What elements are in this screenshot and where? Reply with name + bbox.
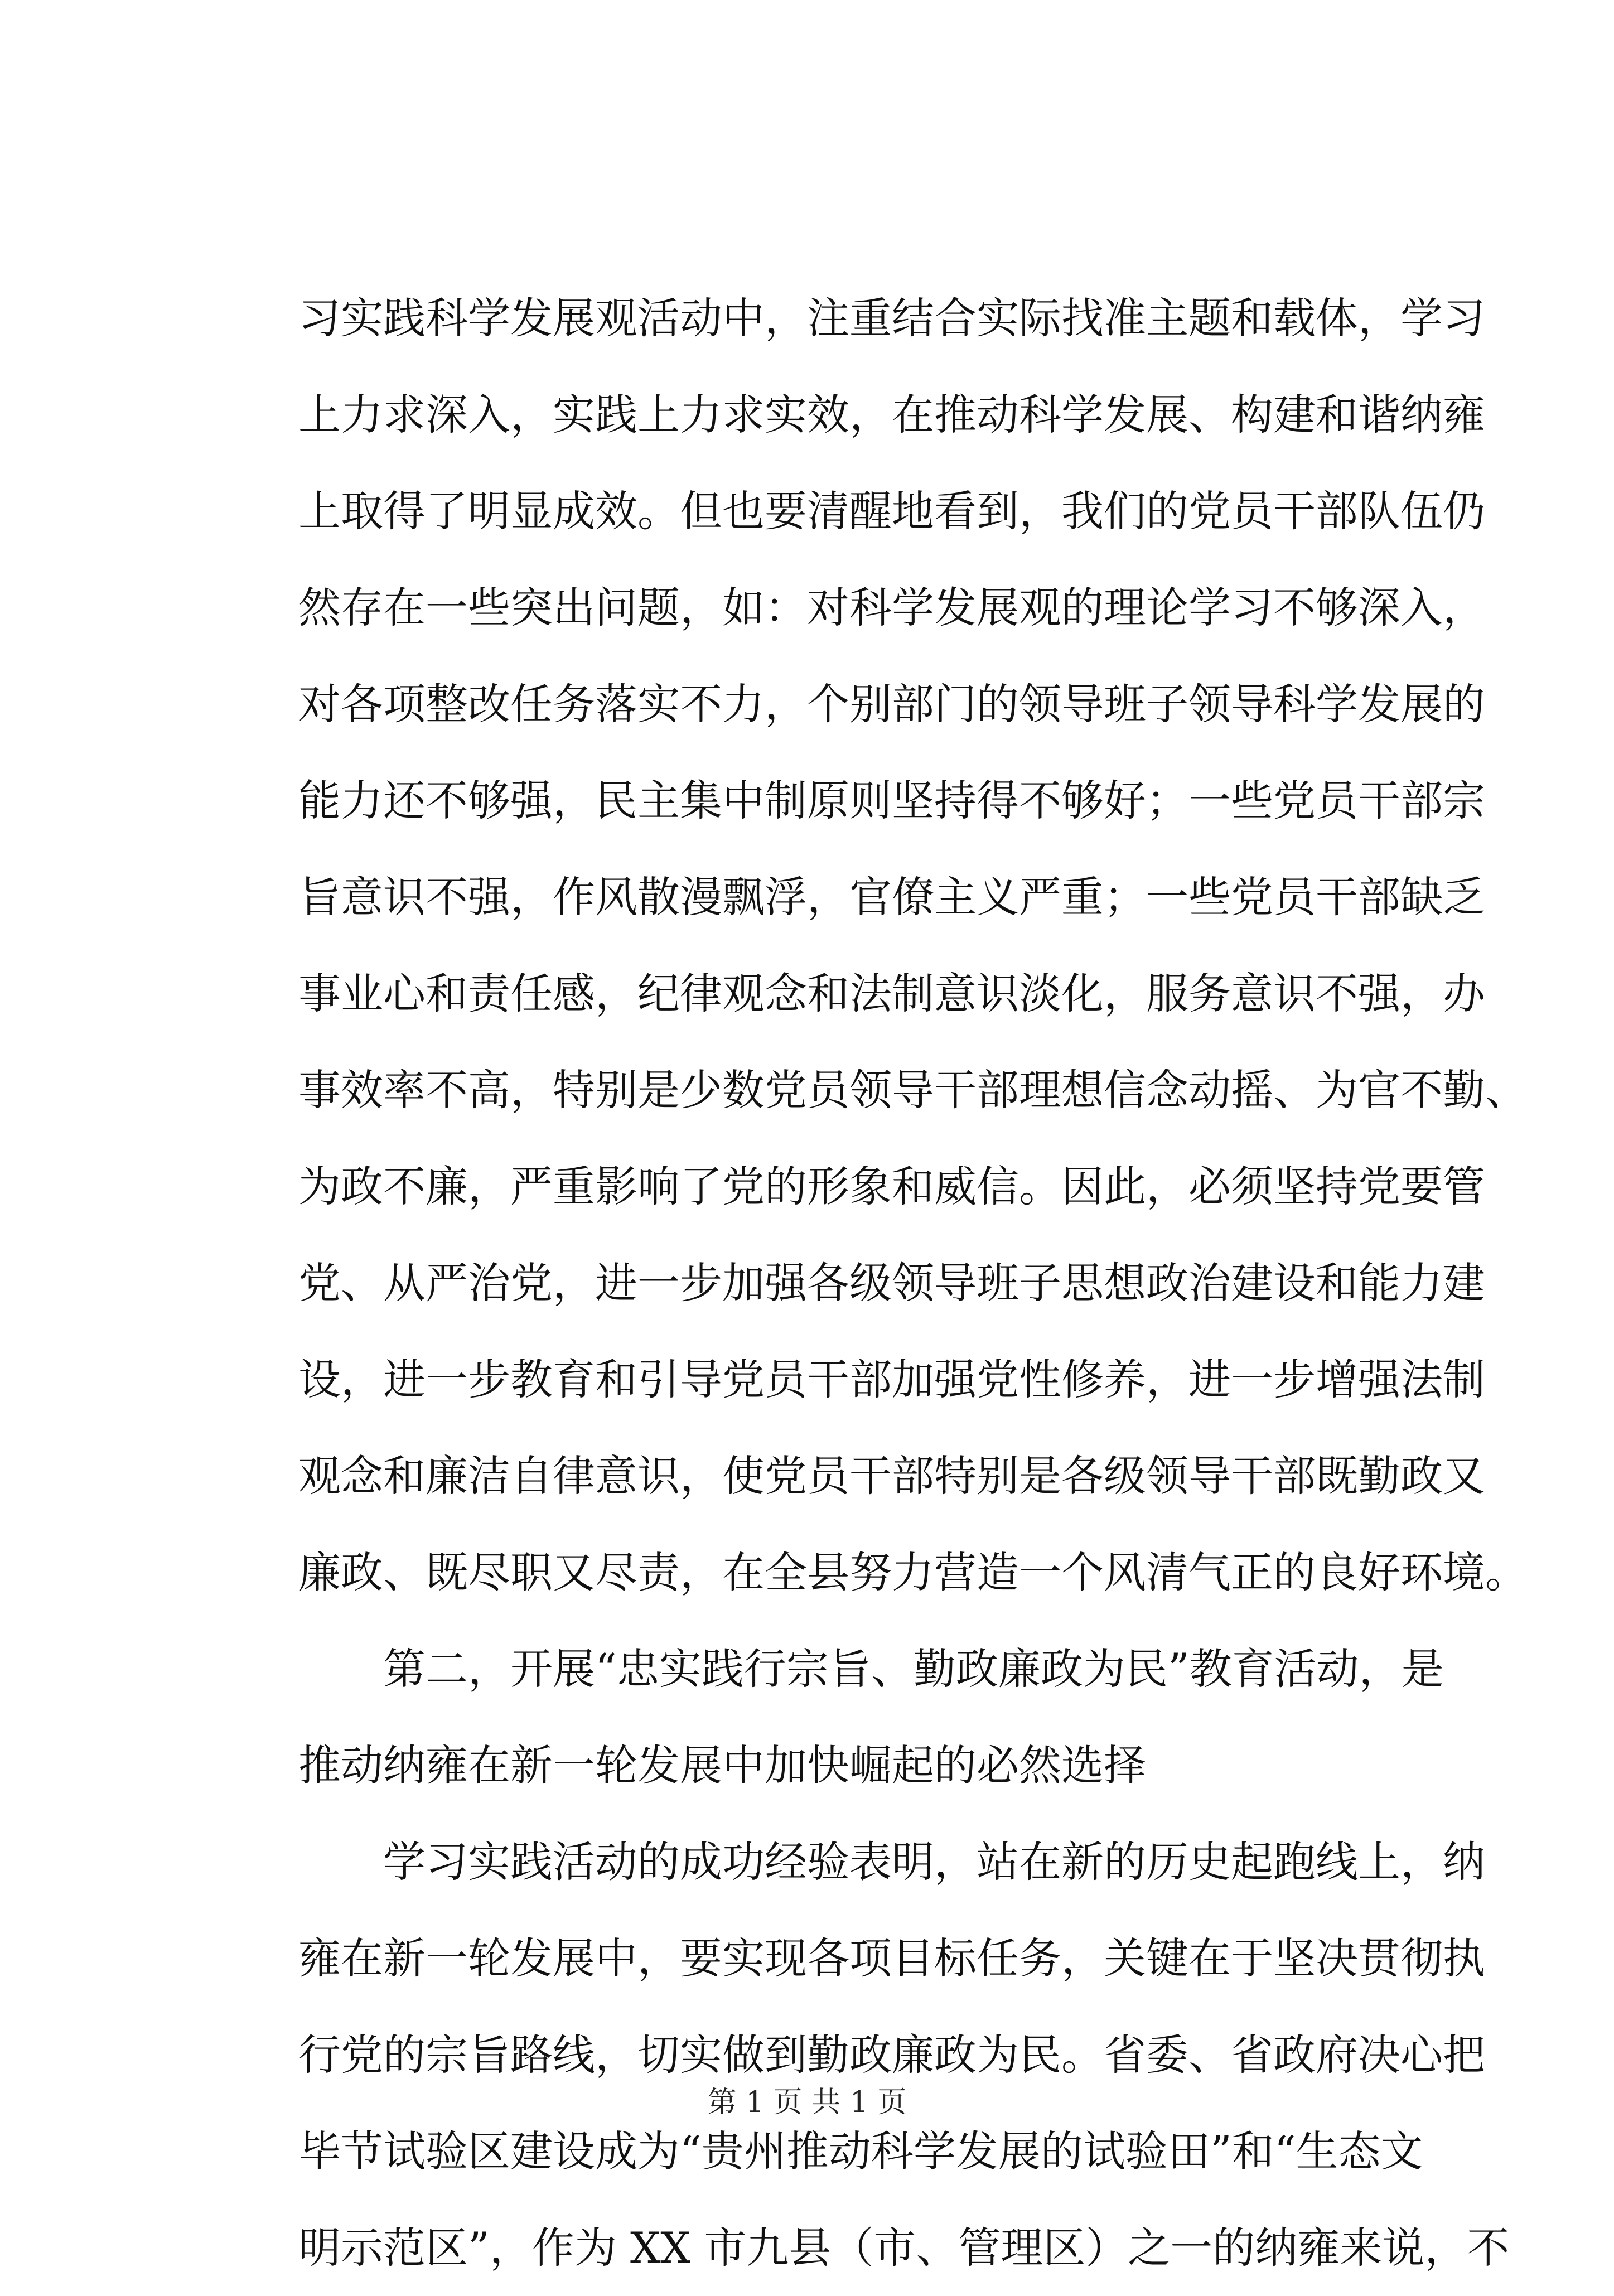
text-line: 上力求深入，实践上力求实效，在推动科学发展、构建和谐纳雍 xyxy=(298,390,1485,439)
section-heading-line: 第二，开展“忠实践行宗旨、勤政廉政为民”教育活动，是 xyxy=(298,1644,1444,1694)
text-line: 能力还不够强，民主集中制原则坚持得不够好；一些党员干部宗 xyxy=(298,776,1485,825)
text-line: 设，进一步教育和引导党员干部加强党性修养，进一步增强法制 xyxy=(298,1355,1485,1404)
text-line: 雍在新一轮发展中，要实现各项目标任务，关键在于坚决贯彻执 xyxy=(298,1934,1485,1983)
section-heading-line-end: 推动纳雍在新一轮发展中加快崛起的必然选择 xyxy=(298,1741,1146,1790)
text-line: 对各项整改任务落实不力，个别部门的领导班子领导科学发展的 xyxy=(298,679,1485,729)
text-line-paragraph-end: 廉政、既尽职又尽责，在全县努力营造一个风清气正的良好环境。 xyxy=(298,1548,1528,1597)
text-line: 行党的宗旨路线，切实做到勤政廉政为民。省委、省政府决心把 xyxy=(298,2030,1485,2080)
body-text xyxy=(298,270,1528,2296)
text-line: 明示范区”，作为 XX 市九县（市、管理区）之一的纳雍来说，不 xyxy=(298,2223,1510,2273)
text-line: 毕节试验区建设成为“贵州推动科学发展的试验田”和“生态文 xyxy=(298,2126,1423,2176)
text-line: 然存在一些突出问题，如：对科学发展观的理论学习不够深入， xyxy=(298,583,1485,632)
text-line-paragraph-start: 学习实践活动的成功经验表明，站在新的历史起跑线上，纳 xyxy=(298,1837,1485,1887)
text-line: 为政不廉，严重影响了党的形象和威信。因此，必须坚持党要管 xyxy=(298,1162,1485,1211)
page-number-footer: 第 1 页 共 1 页 xyxy=(707,2086,907,2119)
text-line: 上取得了明显成效。但也要清醒地看到，我们的党员干部队伍仍 xyxy=(298,486,1485,536)
text-line: 旨意识不强，作风散漫飘浮，官僚主义严重；一些党员干部缺乏 xyxy=(298,872,1485,922)
text-line: 习实践科学发展观活动中，注重结合实际找准主题和载体，学习 xyxy=(298,293,1485,343)
text-line: 事业心和责任感，纪律观念和法制意识淡化，服务意识不强，办 xyxy=(298,969,1485,1018)
text-line: 观念和廉洁自律意识，使党员干部特别是各级领导干部既勤政又 xyxy=(298,1451,1485,1501)
text-line: 党、从严治党，进一步加强各级领导班子思想政治建设和能力建 xyxy=(298,1258,1485,1308)
text-line: 事效率不高，特别是少数党员领导干部理想信念动摇、为官不勤、 xyxy=(298,1065,1528,1115)
